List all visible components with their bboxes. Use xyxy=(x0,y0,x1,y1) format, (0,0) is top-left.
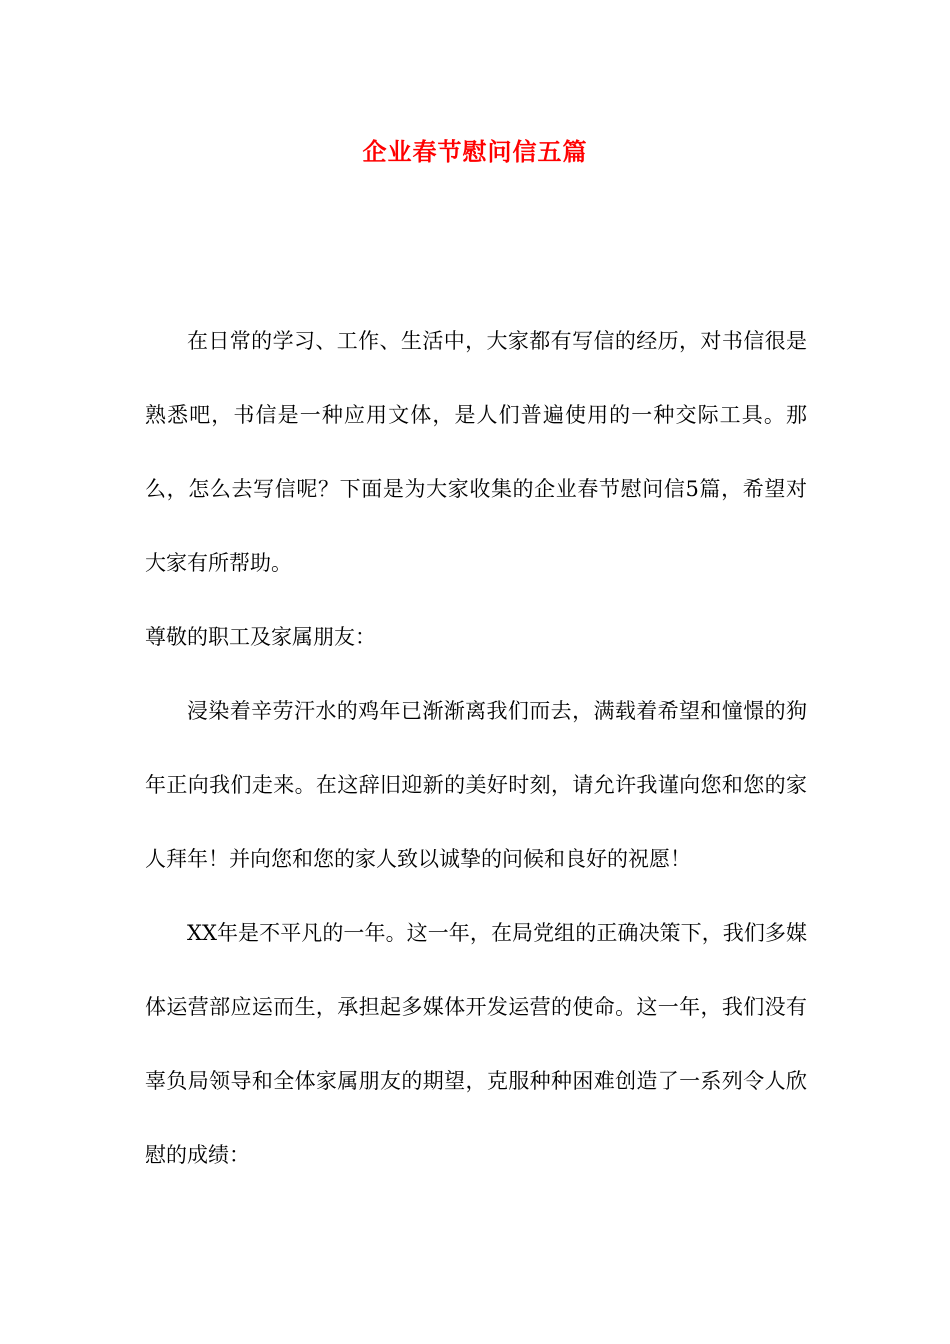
greeting-paragraph: 浸染着辛劳汗水的鸡年已渐渐离我们而去，满载着希望和憧憬的狗年正向我们走来。在这辞旧迎新的美好时刻，请允许我谨向您和您的家人拜年！并向您和您的家人致以诚挚的问候和良好的祝愿！ xyxy=(145,699,807,871)
document-title: 企业春节慰问信五篇 xyxy=(362,137,588,166)
review-paragraph: XX年是不平凡的一年。这一年，在局党组的正确决策下，我们多媒体运营部应运而生，承担起多媒体开发运营的使命。这一年，我们没有辜负局领导和全体家属朋友的期望，克服种种困难创造了一系列令人欣慰的成绩： xyxy=(145,921,807,1167)
intro-paragraph: 在日常的学习、工作、生活中，大家都有写信的经历，对书信很是熟悉吧，书信是一种应用文体，是人们普遍使用的一种交际工具。那么，怎么去写信呢？下面是为大家收集的企业春节慰问信5篇，希望对大家有所帮助。 xyxy=(145,329,807,575)
salutation-line: 尊敬的职工及家属朋友： xyxy=(145,625,376,649)
